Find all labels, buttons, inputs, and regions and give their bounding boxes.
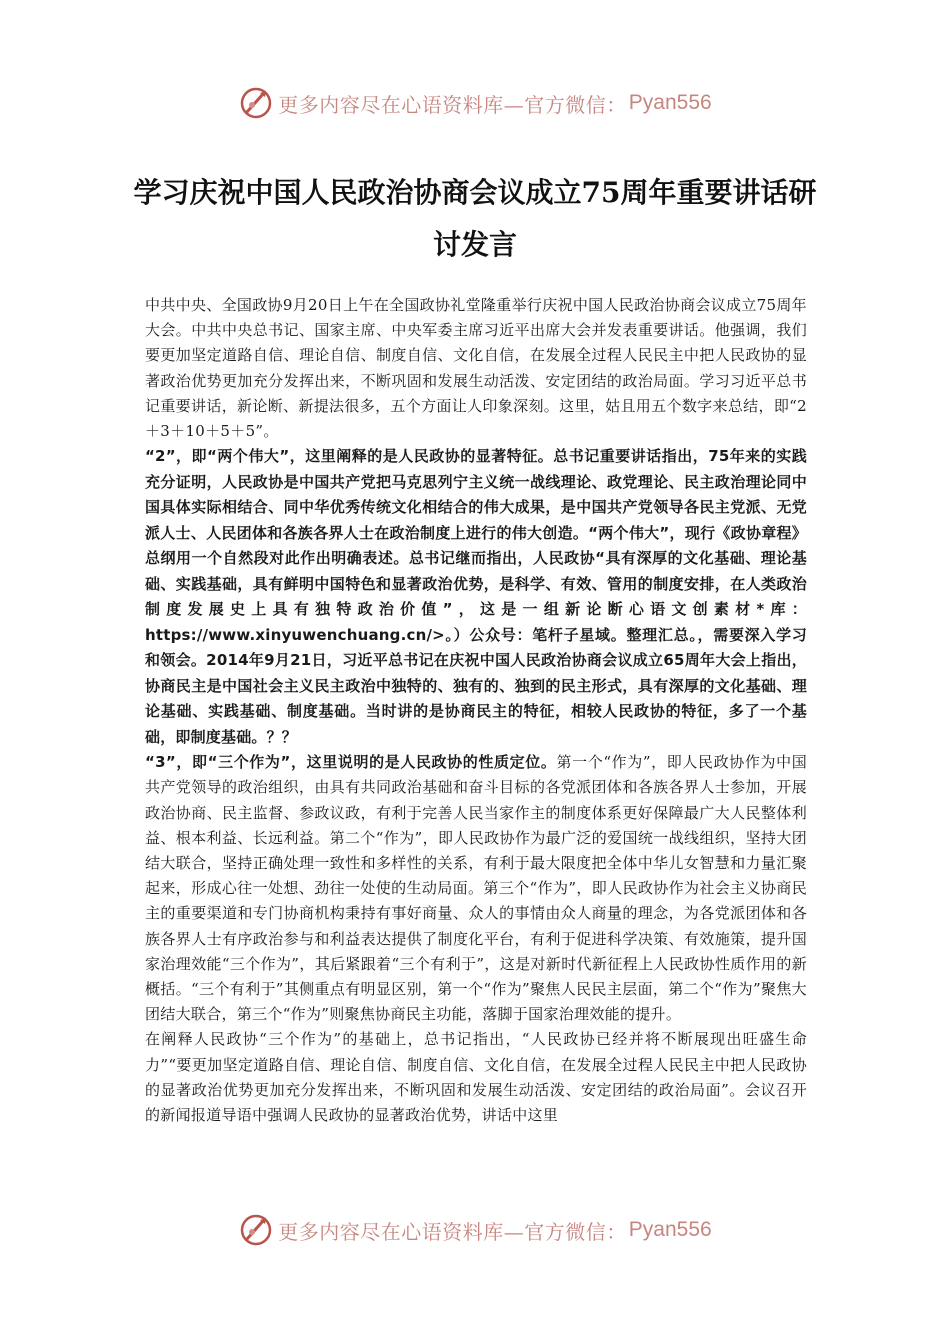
logo-icon xyxy=(238,1212,274,1248)
paragraph-three-roles-lead: “3”，即“三个作为”，这里说明的是人民政协的性质定位。 xyxy=(145,753,557,772)
logo-icon xyxy=(238,85,274,121)
banner-wechat-id: Pyan556 xyxy=(628,91,712,114)
header-banner[interactable] xyxy=(0,83,950,123)
page-title: 学习庆祝中国人民政治协商会议成立75周年重要讲话研讨发言 xyxy=(133,175,817,261)
banner-text: 更多内容尽在心语资料库—官方微信： xyxy=(278,92,627,117)
paragraph-two-greats: “2”，即“两个伟大”，这里阐释的是人民政协的显著特征。总书记重要讲话指出，75年来的实践充分证明，人民政协是中国共产党把马克思列宁主义统一战线理论、政党理论、民主政治理论同中国具体实际相结合、同中华优秀传统文化相结合的伟大成果，是中国共产党领导各民主党派、无党派人士、人民团体和各族各界人士在政治制度上进行的伟大创造。“两个伟大”，现行《政协章程》总纲用一个自然段对此作出明确表述。总书记继而指出，人民政协“具有深厚的文化基础、理论基础、实践基础，具有鲜明中国特色和显著政治优势，是科学、有效、管用的制度安排，在人类政治制度发展史上具有独特政治价值”，这是一组新论断心语文创素材*库：https://www.xinyuwenchuang.cn/>。）公众号：笔杆子星域。整理汇总。，需要深入学习和领会。2014年9月21日，习近平总书记在庆祝中国人民政治协商会议成立65周年大会上指出，协商民主是中国社会主义民主政治中独特的、独有的、独到的民主形式，具有深厚的文化基础、理论基础、实践基础、制度基础。当时讲的是协商民主的特征，相较人民政协的特征，多了一个基础，即制度基础。？？ xyxy=(145,447,807,746)
banner-wechat-id: Pyan556 xyxy=(628,1218,712,1241)
paragraph-three-roles xyxy=(145,750,807,1027)
article-body xyxy=(145,293,807,1128)
banner-text: 更多内容尽在心语资料库—官方微信： xyxy=(278,1219,627,1244)
paragraph-vitality: 在阐释人民政协“三个作为”的基础上，总书记指出，“人民政协已经并将不断展现出旺盛生命力”“要更加坚定道路自信、理论自信、制度自信、文化自信，在发展全过程人民民主中把人民政协的显著政治优势更加充分发挥出来，不断巩固和发展生动活泼、安定团结的政治局面”。会议召开的新闻报道导语中强调人民政协的显著政治优势，讲话中这里 xyxy=(145,1030,807,1125)
paragraph-three-roles-body: 第一个“作为”，即人民政协作为中国共产党领导的政治组织，由具有共同政治基础和奋斗目标的各党派团体和各族各界人士参加，开展政治协商、民主监督、参政议政，有利于完善人民当家作主的制度体系更好保障最广大人民整体利益、根本利益、长远利益。第二个“作为”，即人民政协作为最广泛的爱国统一战线组织，坚持大团结大联合，坚持正确处理一致性和多样性的关系，有利于最大限度把全体中华儿女智慧和力量汇聚起来，形成心往一处想、劲往一处使的生动局面。第三个“作为”，即人民政协作为社会主义协商民主的重要渠道和专门协商机构秉持有事好商量、众人的事情由众人商量的理念，为各党派团体和各族各界人士有序政治参与和利益表达提供了制度化平台，有利于促进科学决策、有效施策，提升国家治理效能“三个作为”，其后紧跟着“三个有利于”，这是对新时代新征程上人民政协性质作用的新概括。“三个有利于”其侧重点有明显区别，第一个“作为”聚焦人民民主层面，第二个“作为”聚焦大团结大联合，第三个“作为”则聚焦协商民主功能，落脚于国家治理效能的提升。 xyxy=(145,753,807,1024)
paragraph-intro: 中共中央、全国政协9月20日上午在全国政协礼堂隆重举行庆祝中国人民政治协商会议成立75周年大会。中共中央总书记、国家主席、中央军委主席习近平出席大会并发表重要讲话。他强调，我们要更加坚定道路自信、理论自信、制度自信、文化自信，在发展全过程人民民主中把人民政协的显著政治优势更加充分发挥出来，不断巩固和发展生动活泼、安定团结的政治局面。学习习近平总书记重要讲话，新论断、新提法很多，五个方面让人印象深刻。这里，姑且用五个数字来总结，即“2＋3＋10＋5＋5”。 xyxy=(145,296,807,441)
footer-banner[interactable] xyxy=(0,1210,950,1250)
